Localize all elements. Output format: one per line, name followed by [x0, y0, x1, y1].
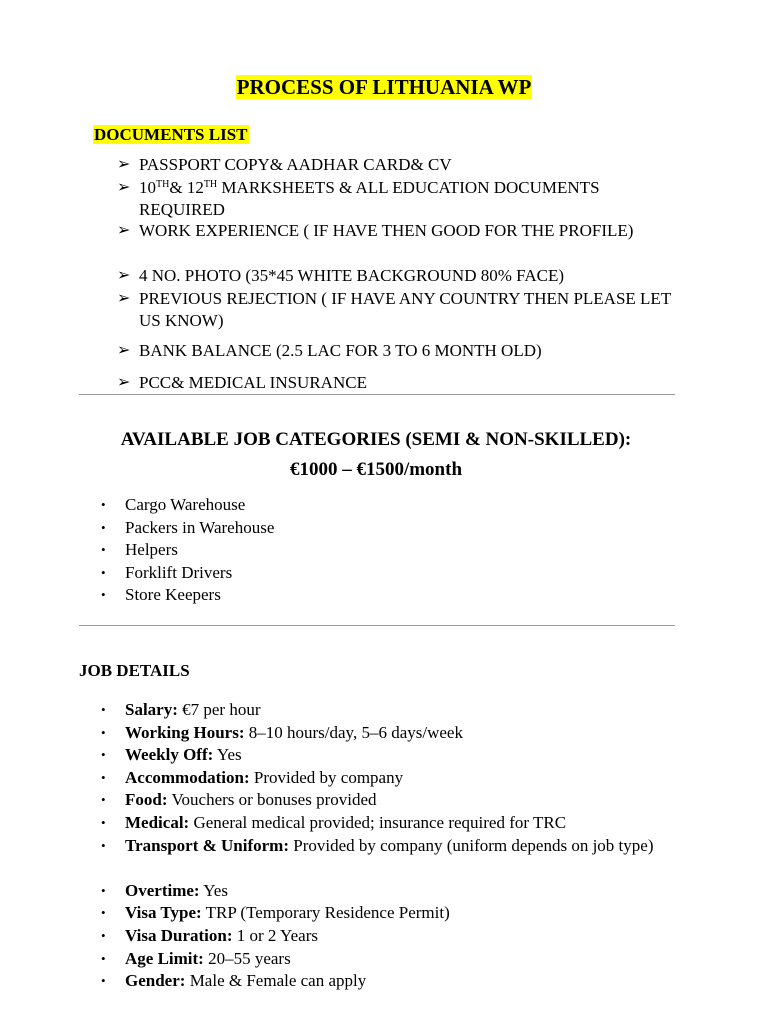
documents-heading: DOCUMENTS LIST — [94, 125, 248, 144]
list-item: ➢ WORK EXPERIENCE ( IF HAVE THEN GOOD FOR THE PROFILE) — [117, 221, 634, 240]
list-item: • Food: Vouchers or bonuses provided — [101, 790, 377, 810]
arrow-bullet-icon: ➢ — [117, 222, 131, 239]
list-item: • Gender: Male & Female can apply — [101, 971, 367, 991]
list-item: • Cargo Warehouse — [101, 495, 246, 514]
categories-heading: AVAILABLE JOB CATEGORIES (SEMI & NON-SKILLED): €1000 – €1500/month — [120, 429, 632, 480]
list-item: • Forklift Drivers — [101, 562, 233, 582]
job-details-heading: JOB DETAILS — [79, 661, 190, 680]
arrow-bullet-icon: ➢ — [117, 342, 131, 359]
list-item: ➢ PREVIOUS REJECTION ( IF HAVE ANY COUNTRY THEN PLEASE LET US KNOW) — [117, 289, 671, 330]
divider — [79, 394, 675, 395]
list-item: ➢ PCC& MEDICAL INSURANCE — [117, 373, 367, 392]
arrow-bullet-icon: ➢ — [117, 267, 131, 284]
arrow-bullet-icon: ➢ — [117, 156, 131, 173]
list-item: • Medical: General medical provided; insurance required for TRC — [101, 813, 567, 832]
list-item: • Transport & Uniform: Provided by company (uniform depends on job type) — [101, 835, 654, 855]
list-item: ➢ PASSPORT COPY& AADHAR CARD& CV — [117, 155, 452, 174]
list-item: • Packers in Warehouse — [101, 517, 275, 537]
list-item: • Overtime: Yes — [101, 880, 228, 900]
list-item: • Weekly Off: Yes — [101, 745, 242, 765]
list-item: ➢ 4 NO. PHOTO (35*45 WHITE BACKGROUND 80% FACE) — [117, 266, 564, 285]
list-item: ➢ BANK BALANCE (2.5 LAC FOR 3 TO 6 MONTH OLD) — [117, 341, 542, 360]
page-title: PROCESS OF LITHUANIA WP — [236, 75, 532, 99]
arrow-bullet-icon: ➢ — [117, 374, 131, 391]
list-item: • Store Keepers — [101, 585, 221, 605]
list-item: • Age Limit: 20–55 years — [101, 948, 291, 968]
divider — [79, 625, 675, 626]
list-item: • Salary: €7 per hour — [101, 700, 261, 719]
list-item: • Accommodation: Provided by company — [101, 767, 404, 787]
arrow-bullet-icon: ➢ — [117, 290, 131, 307]
list-item: • Visa Duration: 1 or 2 Years — [101, 926, 318, 945]
arrow-bullet-icon: ➢ — [117, 179, 131, 196]
list-item: • Working Hours: 8–10 hours/day, 5–6 days/week — [101, 722, 463, 742]
list-item: • Helpers — [101, 540, 178, 560]
list-item: ➢ 10TH& 12TH MARKSHEETS & ALL EDUCATION DOCUMENTS REQUIRED — [117, 178, 600, 219]
list-item: • Visa Type: TRP (Temporary Residence Permit) — [101, 903, 450, 923]
